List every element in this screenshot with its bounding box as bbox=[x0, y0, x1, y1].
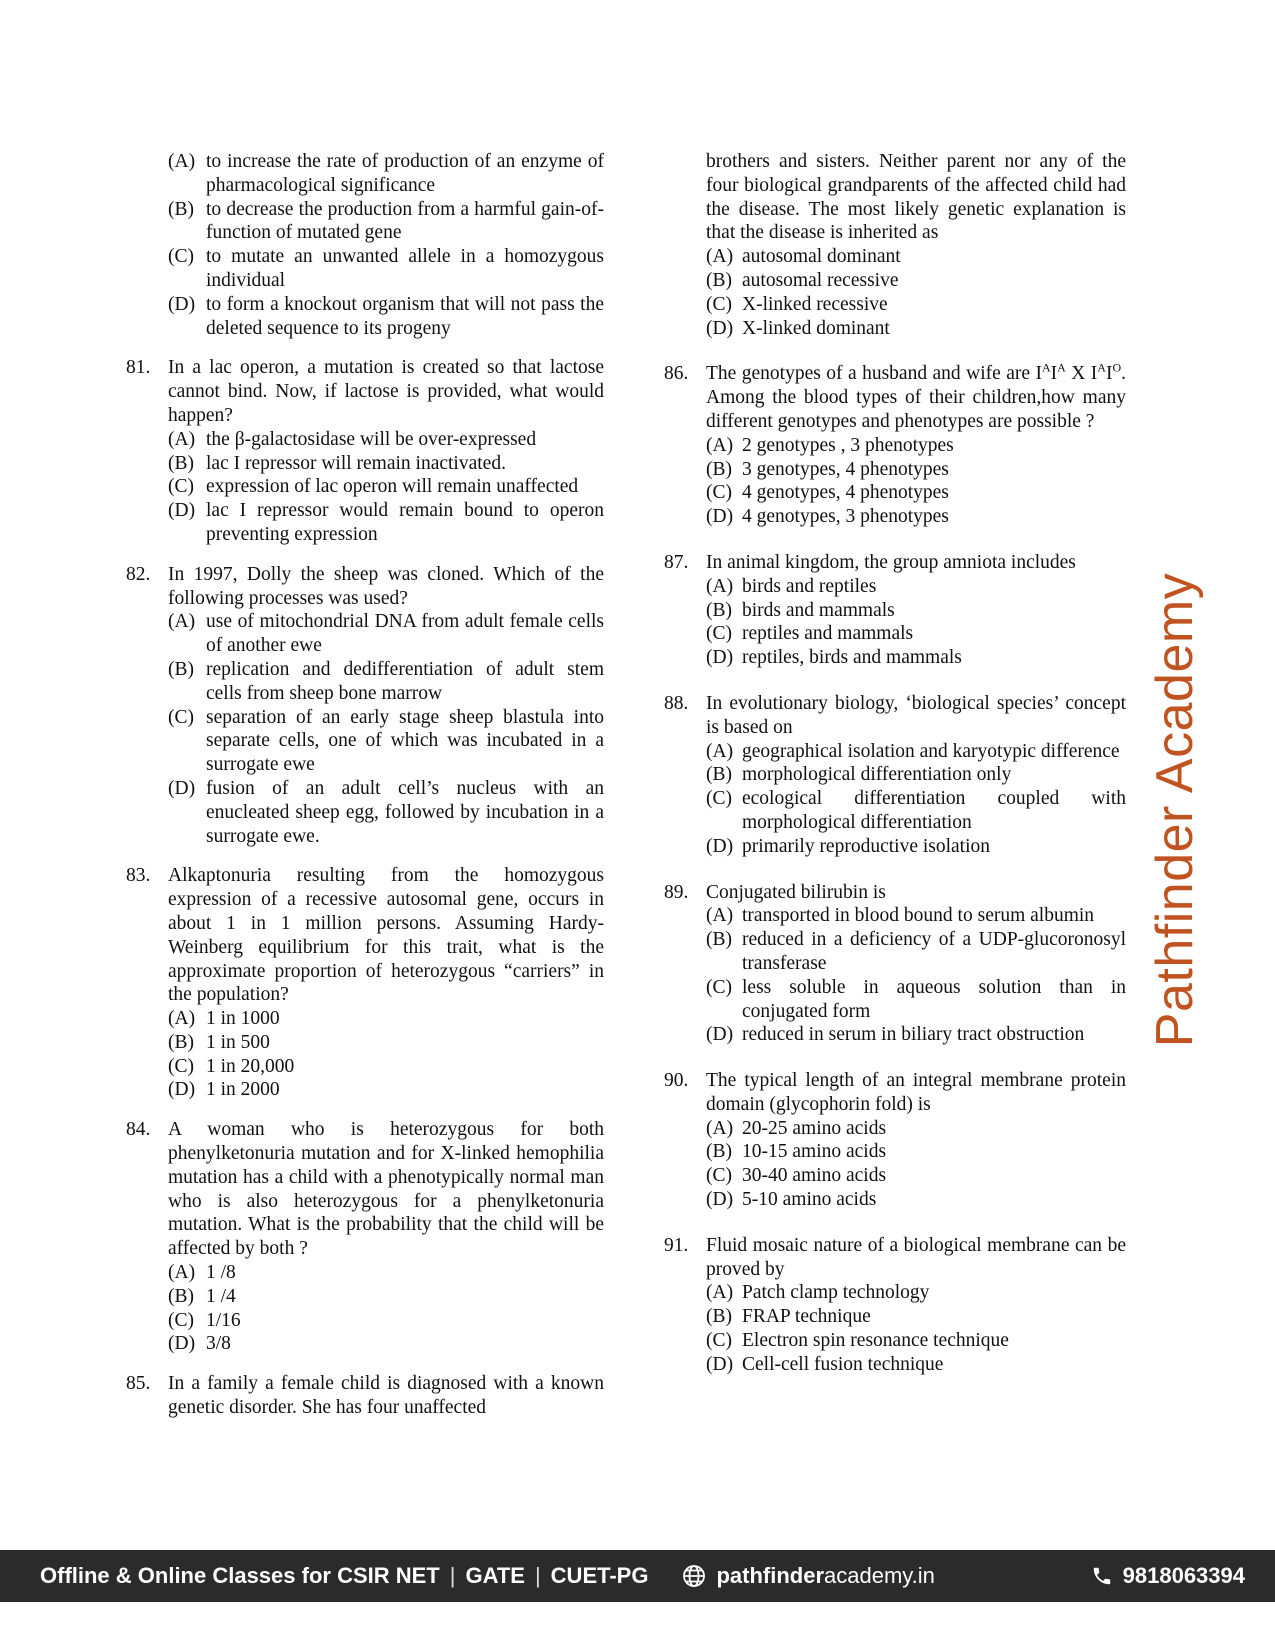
option-b bbox=[664, 269, 1126, 293]
option-d bbox=[664, 835, 1126, 859]
option-label: (C) bbox=[168, 1055, 194, 1077]
option-a bbox=[664, 245, 1126, 269]
option-c bbox=[126, 1055, 604, 1079]
option-text: autosomal dominant bbox=[742, 246, 901, 268]
option-label: (B) bbox=[706, 458, 732, 480]
option-text: 5-10 amino acids bbox=[742, 1189, 877, 1211]
option-text: less soluble in aqueous solution than in conjugated form bbox=[742, 976, 1126, 1022]
options-list bbox=[126, 610, 604, 848]
option-c bbox=[664, 481, 1126, 505]
option-text: 1/16 bbox=[206, 1309, 241, 1331]
option-d bbox=[664, 1353, 1126, 1377]
option-label: (C) bbox=[168, 1309, 194, 1331]
option-text: reduced in a deficiency of a UDP-glucoronosyl transferase bbox=[742, 929, 1126, 974]
option-label: (D) bbox=[706, 1189, 734, 1211]
option-label: (C) bbox=[706, 623, 732, 645]
question-text: The typical length of an integral membrane protein domain (glycophorin fold) is bbox=[706, 1070, 1126, 1115]
left-column bbox=[126, 150, 604, 1436]
option-a bbox=[664, 740, 1126, 764]
option-label: (A) bbox=[706, 434, 734, 456]
option-label: (A) bbox=[168, 1262, 196, 1284]
question-stem bbox=[126, 864, 604, 1007]
option-d bbox=[664, 1023, 1126, 1047]
options-list bbox=[664, 740, 1126, 859]
option-text: Cell-cell fusion technique bbox=[742, 1353, 944, 1375]
footer-cuet: CUET-PG bbox=[550, 1563, 649, 1588]
option-a bbox=[664, 904, 1126, 928]
option-c bbox=[664, 1164, 1126, 1188]
option-text: the β-galactosidase will be over-expressed bbox=[206, 428, 537, 450]
options-list bbox=[126, 428, 604, 547]
option-text: autosomal recessive bbox=[742, 269, 899, 291]
question-number: 85. bbox=[126, 1373, 151, 1395]
option-text: expression of lac operon will remain unaffected bbox=[206, 476, 579, 498]
footer-website-link[interactable] bbox=[682, 1563, 934, 1589]
option-label: (A) bbox=[168, 611, 196, 633]
option-label: (A) bbox=[706, 1117, 734, 1139]
footer-courses: Offline & Online Classes for CSIR NET bbox=[40, 1563, 440, 1588]
option-b bbox=[664, 1305, 1126, 1329]
question-text: The genotypes of a husband and wife are I bbox=[706, 363, 1042, 385]
question-stem bbox=[664, 551, 1126, 575]
option-label: (B) bbox=[706, 764, 732, 786]
option-label: (B) bbox=[706, 1141, 732, 1163]
question-stem bbox=[126, 563, 604, 611]
option-text: use of mitochondrial DNA from adult female cells of another ewe bbox=[206, 611, 604, 657]
option-c bbox=[664, 787, 1126, 835]
options-list bbox=[664, 575, 1126, 670]
option-label: (C) bbox=[168, 476, 194, 498]
question-stem bbox=[664, 1234, 1126, 1282]
question-89 bbox=[664, 881, 1126, 1048]
question-stem bbox=[126, 356, 604, 427]
option-c bbox=[126, 706, 604, 777]
option-text: FRAP technique bbox=[742, 1306, 871, 1328]
option-c bbox=[664, 622, 1126, 646]
question-80-continued bbox=[126, 150, 604, 340]
option-label: (C) bbox=[706, 482, 732, 504]
footer-gate: GATE bbox=[465, 1563, 525, 1588]
option-text: 10-15 amino acids bbox=[742, 1141, 887, 1163]
question-number: 83. bbox=[126, 865, 151, 887]
option-a bbox=[126, 610, 604, 658]
option-a bbox=[126, 1007, 604, 1031]
option-a bbox=[664, 1117, 1126, 1141]
option-text: to form a knockout organism that will not pass the deleted sequence to its progeny bbox=[206, 293, 604, 339]
question-number: 89. bbox=[664, 881, 689, 903]
question-86 bbox=[664, 362, 1126, 529]
option-d bbox=[126, 499, 604, 547]
option-a bbox=[664, 434, 1126, 458]
superscript: A bbox=[1057, 360, 1066, 375]
option-d bbox=[126, 1332, 604, 1356]
option-a bbox=[126, 150, 604, 198]
option-text: 4 genotypes, 4 phenotypes bbox=[742, 482, 949, 504]
option-text: birds and reptiles bbox=[742, 575, 877, 597]
option-label: (A) bbox=[706, 905, 734, 927]
option-c bbox=[664, 976, 1126, 1024]
question-text: . Among the blood types of their children,how many different genotypes and phenotypes are possible ? bbox=[706, 363, 1126, 432]
question-stem bbox=[126, 1372, 604, 1420]
options-list bbox=[664, 434, 1126, 529]
option-text: 1 in 500 bbox=[206, 1031, 270, 1053]
option-label: (C) bbox=[706, 788, 732, 810]
option-b bbox=[126, 658, 604, 706]
question-88 bbox=[664, 692, 1126, 859]
footer-separator: | bbox=[534, 1563, 541, 1588]
option-label: (D) bbox=[706, 506, 734, 528]
question-number: 88. bbox=[664, 692, 689, 714]
option-text: fusion of an adult cell’s nucleus with an enucleated sheep egg, followed by incubation in a surrogate ewe. bbox=[206, 777, 604, 847]
question-stem bbox=[664, 881, 1126, 905]
option-label: (B) bbox=[168, 1285, 194, 1307]
option-label: (D) bbox=[706, 647, 734, 669]
option-label: (C) bbox=[706, 1330, 732, 1352]
option-b bbox=[664, 458, 1126, 482]
option-a bbox=[664, 1281, 1126, 1305]
option-text: Patch clamp technology bbox=[742, 1282, 930, 1304]
question-text: Alkaptonuria resulting from the homozygous expression of a recessive autosomal gene, occurs in about 1 in 1 million persons. Assuming Hardy-Weinberg equilibrium for this trait, what is the approximate proportion of heterozygous “carriers” in the population? bbox=[168, 865, 604, 1006]
phone-icon bbox=[1091, 1565, 1113, 1587]
option-text: 1 in 20,000 bbox=[206, 1055, 295, 1077]
question-number: 81. bbox=[126, 357, 151, 379]
question-number: 82. bbox=[126, 563, 151, 585]
option-d bbox=[126, 293, 604, 341]
option-label: (B) bbox=[706, 269, 732, 291]
option-text: reptiles, birds and mammals bbox=[742, 647, 962, 669]
question-91 bbox=[664, 1234, 1126, 1377]
option-label: (B) bbox=[706, 1306, 732, 1328]
question-text: In 1997, Dolly the sheep was cloned. Which of the following processes was used? bbox=[168, 563, 604, 609]
option-label: (A) bbox=[706, 1282, 734, 1304]
question-number: 87. bbox=[664, 551, 689, 573]
option-text: separation of an early stage sheep blastula into separate cells, one of which was incubated in a surrogate ewe bbox=[206, 706, 604, 776]
option-text: 1 in 2000 bbox=[206, 1079, 280, 1101]
question-number: 90. bbox=[664, 1070, 689, 1092]
option-label: (A) bbox=[168, 151, 196, 172]
option-text: morphological differentiation only bbox=[742, 764, 1012, 786]
superscript: A bbox=[1041, 360, 1051, 375]
footer-bar bbox=[0, 1550, 1275, 1602]
option-label: (B) bbox=[168, 658, 194, 680]
question-stem bbox=[664, 692, 1126, 740]
option-text: Electron spin resonance technique bbox=[742, 1330, 1009, 1352]
question-85-continued bbox=[664, 150, 1126, 340]
option-text: 2 genotypes , 3 phenotypes bbox=[742, 434, 954, 456]
question-text: In a family a female child is diagnosed with a known genetic disorder. She has four unaffected bbox=[168, 1373, 604, 1419]
option-label: (B) bbox=[168, 198, 194, 220]
option-label: (C) bbox=[706, 976, 732, 998]
option-d bbox=[664, 317, 1126, 341]
question-text: X I bbox=[1065, 363, 1098, 385]
question-83 bbox=[126, 864, 604, 1102]
question-text: In evolutionary biology, ‘biological species’ concept is based on bbox=[706, 692, 1126, 738]
option-label: (C) bbox=[706, 1165, 732, 1187]
option-text: transported in blood bound to serum albumin bbox=[742, 905, 1095, 927]
option-text: replication and dedifferentiation of adult stem cells from sheep bone marrow bbox=[206, 658, 604, 704]
option-text: 30-40 amino acids bbox=[742, 1165, 887, 1187]
question-text: In a lac operon, a mutation is created so that lactose cannot bind. Now, if lactose is provided, what would happen? bbox=[168, 357, 604, 426]
question-stem bbox=[126, 1118, 604, 1261]
option-text: 4 genotypes, 3 phenotypes bbox=[742, 506, 949, 528]
option-text: X-linked recessive bbox=[742, 293, 888, 315]
option-c bbox=[664, 1329, 1126, 1353]
option-c bbox=[126, 1309, 604, 1333]
option-b bbox=[126, 1285, 604, 1309]
option-b bbox=[126, 198, 604, 246]
options-list bbox=[126, 1007, 604, 1102]
option-a bbox=[126, 428, 604, 452]
option-text: 1 in 1000 bbox=[206, 1008, 280, 1030]
options-list bbox=[126, 150, 604, 340]
question-text: In animal kingdom, the group amniota includes bbox=[706, 551, 1076, 573]
option-label: (A) bbox=[168, 1008, 196, 1030]
option-text: 3/8 bbox=[206, 1333, 231, 1355]
question-stem bbox=[664, 1069, 1126, 1117]
option-label: (C) bbox=[706, 293, 732, 315]
option-label: (B) bbox=[168, 1031, 194, 1053]
option-label: (D) bbox=[168, 293, 196, 315]
question-87 bbox=[664, 551, 1126, 670]
options-list bbox=[664, 245, 1126, 340]
option-text: 1 /4 bbox=[206, 1285, 236, 1307]
option-d bbox=[126, 777, 604, 848]
question-text: brothers and sisters. Neither parent nor any of the four biological grandparents of the affected child had the disease. The most likely genetic explanation is that the disease is inherited as bbox=[706, 151, 1126, 244]
option-text: to mutate an unwanted allele in a homozygous individual bbox=[206, 246, 604, 291]
option-text: geographical isolation and karyotypic difference bbox=[742, 740, 1120, 762]
option-b bbox=[126, 452, 604, 476]
option-text: 20-25 amino acids bbox=[742, 1117, 887, 1139]
site-name-domain: academy.in bbox=[824, 1563, 935, 1588]
option-b bbox=[664, 928, 1126, 976]
option-label: (A) bbox=[168, 428, 196, 450]
option-label: (B) bbox=[706, 929, 732, 951]
superscript: A bbox=[1097, 360, 1106, 375]
option-b bbox=[664, 763, 1126, 787]
option-label: (D) bbox=[706, 317, 734, 339]
question-text: A woman who is heterozygous for both phenylketonuria mutation and for X-linked hemophilia mutation has a child with a phenotypically normal man who is also heterozygous for a phenylketonuria mutation. What is the probability that the child will be affected by both ? bbox=[168, 1119, 604, 1260]
option-c bbox=[664, 293, 1126, 317]
question-84 bbox=[126, 1118, 604, 1356]
option-text: birds and mammals bbox=[742, 599, 895, 621]
option-d bbox=[664, 1188, 1126, 1212]
option-c bbox=[126, 475, 604, 499]
option-label: (A) bbox=[706, 740, 734, 762]
option-d bbox=[664, 505, 1126, 529]
options-list bbox=[664, 904, 1126, 1047]
question-text: Conjugated bilirubin is bbox=[706, 881, 886, 903]
options-list bbox=[126, 1261, 604, 1356]
question-text: I bbox=[1050, 363, 1058, 385]
option-text: reptiles and mammals bbox=[742, 623, 914, 645]
option-label: (C) bbox=[168, 246, 194, 268]
phone-number: 9818063394 bbox=[1122, 1563, 1245, 1588]
option-b bbox=[664, 1140, 1126, 1164]
option-text: primarily reproductive isolation bbox=[742, 835, 991, 857]
question-text: I bbox=[1105, 363, 1113, 385]
question-number: 91. bbox=[664, 1234, 689, 1256]
option-text: ecological differentiation coupled with morphological differentiation bbox=[742, 788, 1126, 833]
option-text: to increase the rate of production of an enzyme of pharmacological significance bbox=[206, 151, 604, 196]
question-82 bbox=[126, 563, 604, 849]
right-column bbox=[664, 150, 1126, 1393]
option-label: (B) bbox=[706, 599, 732, 621]
option-a bbox=[664, 575, 1126, 599]
superscript: O bbox=[1112, 360, 1122, 375]
option-text: to decrease the production from a harmful gain-of-function of mutated gene bbox=[206, 198, 604, 244]
option-label: (D) bbox=[168, 1333, 196, 1355]
option-d bbox=[126, 1078, 604, 1102]
options-list bbox=[664, 1117, 1126, 1212]
option-label: (D) bbox=[168, 777, 196, 799]
option-label: (B) bbox=[168, 452, 194, 474]
option-label: (D) bbox=[706, 835, 734, 857]
option-label: (D) bbox=[168, 500, 196, 522]
option-d bbox=[664, 646, 1126, 670]
options-list bbox=[664, 1281, 1126, 1376]
question-text: Fluid mosaic nature of a biological membrane can be proved by bbox=[706, 1234, 1126, 1280]
option-b bbox=[126, 1031, 604, 1055]
option-label: (A) bbox=[706, 246, 734, 268]
option-text: 3 genotypes, 4 phenotypes bbox=[742, 458, 949, 480]
question-85 bbox=[126, 1372, 604, 1420]
question-stem bbox=[664, 362, 1126, 433]
option-c bbox=[126, 245, 604, 293]
question-stem bbox=[664, 150, 1126, 245]
site-name-bold: pathfinder bbox=[716, 1563, 825, 1588]
option-label: (D) bbox=[706, 1353, 734, 1375]
option-text: X-linked dominant bbox=[742, 317, 890, 339]
option-label: (A) bbox=[706, 575, 734, 597]
footer-phone[interactable] bbox=[1091, 1563, 1245, 1589]
option-a bbox=[126, 1261, 604, 1285]
option-text: reduced in serum in biliary tract obstruction bbox=[742, 1024, 1085, 1046]
option-b bbox=[664, 599, 1126, 623]
footer-separator: | bbox=[449, 1563, 456, 1588]
option-label: (D) bbox=[168, 1079, 196, 1101]
question-81 bbox=[126, 356, 604, 546]
question-90 bbox=[664, 1069, 1126, 1212]
question-number: 84. bbox=[126, 1119, 151, 1141]
option-label: (D) bbox=[706, 1024, 734, 1046]
globe-icon bbox=[682, 1564, 706, 1588]
watermark: Pathfinder Academy bbox=[1146, 572, 1204, 1048]
option-text: 1 /8 bbox=[206, 1262, 236, 1284]
option-label: (C) bbox=[168, 706, 194, 728]
option-text: lac I repressor will remain inactivated. bbox=[206, 452, 506, 474]
question-number: 86. bbox=[664, 363, 689, 385]
option-text: lac I repressor would remain bound to operon preventing expression bbox=[206, 500, 604, 545]
